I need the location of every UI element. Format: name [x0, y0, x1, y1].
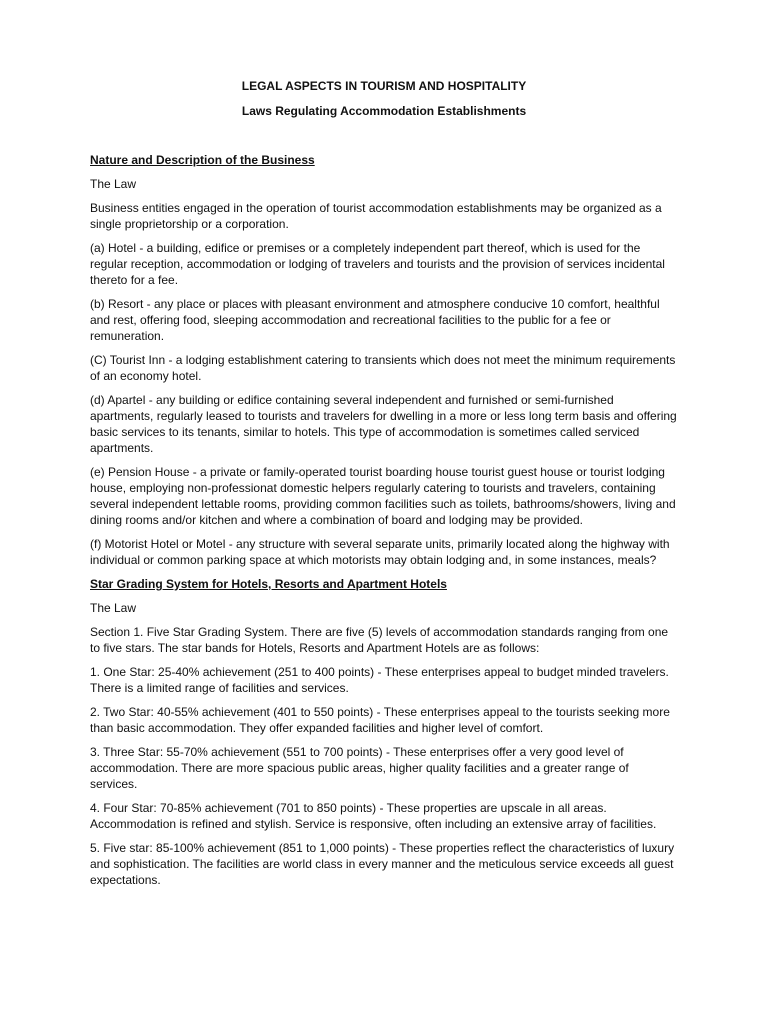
- paragraph-four-star: 4. Four Star: 70-85% achievement (701 to 850 points) - These properties are upscale in all areas. Accommodation is refined and stylish. Service is responsive, often including an extensive array of facilities.: [90, 801, 657, 831]
- paragraph-resort: (b) Resort - any place or places with pleasant environment and atmosphere conducive 10 comfort, healthful and rest, offering food, sleeping accommodation and recreational facilities to the public for a fee or remuneration.: [90, 297, 660, 343]
- section-star-grading: [90, 576, 678, 888]
- paragraph-pension-house: (e) Pension House - a private or family-operated tourist boarding house tourist guest house or tourist lodging house, employing non-professionat domestic helpers regularly catering to tourists and travelers, containing several independent lettable rooms, providing common facilities such as toilets, bathrooms/showers, living and dining rooms and/or kitchen and where a combination of board and lodging may be provided.: [90, 465, 676, 527]
- paragraph-three-star: 3. Three Star: 55-70% achievement (551 to 700 points) - These enterprises offer a very good level of accommodation. There are more spacious public areas, higher quality facilities and a greater range of services.: [90, 745, 629, 791]
- paragraph-one-star: 1. One Star: 25-40% achievement (251 to 400 points) - These enterprises appeal to budget minded travelers. There is a limited range of facilities and services.: [90, 665, 669, 695]
- paragraph-tourist-inn: (C) Tourist Inn - a lodging establishment catering to transients which does not meet the minimum requirements of an economy hotel.: [90, 353, 676, 383]
- section-heading-star-grading: Star Grading System for Hotels, Resorts and Apartment Hotels: [90, 577, 447, 591]
- document-subtitle: Laws Regulating Accommodation Establishments: [241, 104, 527, 118]
- paragraph-section-1: Section 1. Five Star Grading System. There are five (5) levels of accommodation standards ranging from one to five stars. The star bands for Hotels, Resorts and Apartment Hotels are as follows:: [90, 625, 669, 655]
- law-label: The Law: [90, 601, 137, 615]
- paragraph-five-star: 5. Five star: 85-100% achievement (851 to 1,000 points) - These properties reflect the characteristics of luxury and sophistication. The facilities are world class in every manner and the meticulous service exceeds all guest expectations.: [90, 841, 675, 887]
- paragraph-motorist-hotel: (f) Motorist Hotel or Motel - any structure with several separate units, primarily located along the highway with individual or common parking space at which motorists may obtain lodging and, in some instances, meals?: [90, 537, 670, 567]
- section-nature-description: [90, 152, 678, 568]
- paragraph-business-entities: Business entities engaged in the operation of tourist accommodation establishments may be organized as a single proprietorship or a corporation.: [90, 201, 662, 231]
- paragraph-hotel: (a) Hotel - a building, edifice or premises or a completely independent part thereof, which is used for the regular reception, accommodation or lodging of travelers and tourists and the provision of services incidental thereto for a fee.: [90, 241, 665, 287]
- paragraph-apartel: (d) Apartel - any building or edifice containing several independent and furnished or semi-furnished apartments, regularly leased to tourists and travelers for dwelling in a more or less long term basis and offering basic services to its tenants, similar to hotels. This type of accommodation is sometimes called serviced apartments.: [90, 393, 677, 455]
- text-column: [90, 78, 678, 888]
- paragraph-two-star: 2. Two Star: 40-55% achievement (401 to 550 points) - These enterprises appeal to the tourists seeking more than basic accommodation. They offer expanded facilities and higher level of comfort.: [90, 705, 670, 735]
- law-label: The Law: [90, 177, 137, 191]
- section-heading-nature: Nature and Description of the Business: [90, 153, 315, 167]
- document-title: LEGAL ASPECTS IN TOURISM AND HOSPITALITY: [241, 79, 527, 93]
